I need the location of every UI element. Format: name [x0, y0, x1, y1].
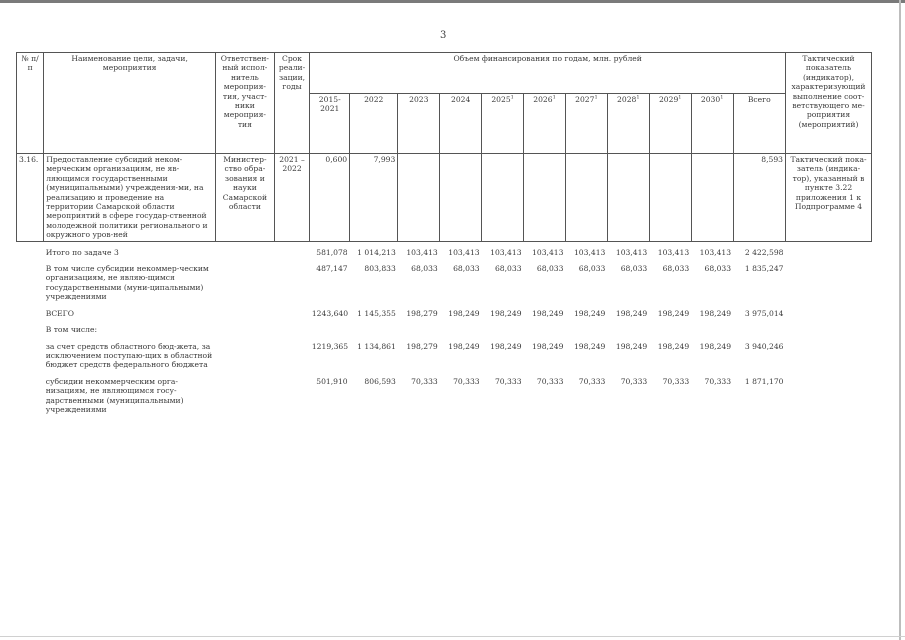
row-value-7: 198,249 [615, 341, 648, 351]
row-value-8 [649, 319, 691, 335]
row-value-6: 70,333 [578, 376, 606, 386]
row-value-8: 70,333 [662, 376, 690, 386]
row-value-0: 487,147 [316, 264, 348, 274]
row-responsible [216, 336, 275, 371]
row-value-6: 68,033 [578, 264, 606, 274]
header-name: Наименование цели, задачи, мероприятия [44, 53, 216, 154]
row-value-10: 2 422,598 [744, 247, 784, 257]
row-responsible [216, 241, 275, 258]
row-value-7 [607, 319, 649, 335]
row-name: за счет средств областного бюд-жета, за исключением поступаю-щих в областной бюджет средств федерального бюджета [45, 341, 213, 370]
row-value-9 [691, 154, 733, 242]
row-term [274, 371, 310, 416]
row-value-6 [565, 154, 607, 242]
row-value-1 [350, 319, 398, 335]
row-value-1: 1 014,213 [357, 247, 396, 257]
header-year-2: 2023 [398, 94, 440, 154]
header-year-5: 2026$^1$ [524, 94, 566, 154]
row-name: В том числе: [45, 325, 98, 335]
row-value-9 [691, 319, 733, 335]
header-responsible: Ответствен-ный испол-нитель мероприя-тия, участ-ники мероприя-тия [216, 53, 275, 154]
row-value-7: 70,333 [620, 376, 648, 386]
row-name: субсидии некоммерческим орга-низациям, не являющимся госу-дарственными (муниципальными) учреждениями [45, 376, 184, 414]
header-num: № п/п [17, 53, 44, 154]
row-value-7 [607, 154, 649, 242]
row-indicator [786, 371, 872, 416]
row-num [17, 371, 44, 416]
row-value-8: 198,249 [657, 308, 690, 318]
header-year-9: 2030$^1$ [691, 94, 733, 154]
row-value-4: 198,249 [490, 308, 522, 318]
scan-border-right [899, 0, 901, 640]
header-year-10: Всего [733, 94, 785, 154]
table-row [17, 371, 872, 416]
row-responsible: Министер-ство обра-зования и науки Самарской области [216, 154, 275, 242]
row-indicator [786, 258, 872, 303]
header-year-3: 2024 [440, 94, 482, 154]
row-value-10: 1 835,247 [744, 264, 784, 274]
header-year-0: 2015-2021 [310, 94, 350, 154]
row-term [274, 241, 310, 258]
row-responsible [216, 303, 275, 319]
row-value-5: 103,413 [532, 247, 564, 257]
row-value-8 [649, 154, 691, 242]
row-num [17, 336, 44, 371]
row-value-5 [524, 319, 566, 335]
row-num [17, 303, 44, 319]
row-value-7: 68,033 [620, 264, 648, 274]
row-value-8: 103,413 [657, 247, 690, 257]
row-value-6 [565, 319, 607, 335]
row-indicator: Тактический пока-затель (индика-тор), указанный в пункте 3.22 приложения 1 к Подпрограмме 4 [786, 154, 872, 242]
row-value-0 [310, 319, 350, 335]
row-value-9: 103,413 [699, 247, 732, 257]
row-indicator [786, 336, 872, 371]
row-value-2: 198,279 [406, 308, 438, 318]
header-year-1: 2022 [350, 94, 398, 154]
header-year-8: 2029$^1$ [649, 94, 691, 154]
row-num [17, 258, 44, 303]
row-value-10: 1 871,170 [744, 376, 784, 386]
row-value-5 [524, 154, 566, 242]
row-value-3: 198,249 [448, 308, 480, 318]
header-year-6: 2027$^1$ [565, 94, 607, 154]
row-value-6: 198,249 [573, 341, 606, 351]
row-responsible [216, 319, 275, 335]
row-value-1: 1 134,861 [357, 341, 396, 351]
row-value-7: 103,413 [615, 247, 648, 257]
row-value-0: 1219,365 [311, 341, 349, 351]
table-row [17, 303, 872, 319]
row-value-4: 103,413 [490, 247, 522, 257]
row-value-0: 501,910 [316, 376, 348, 386]
page-number: 3 [440, 30, 447, 41]
row-value-3: 70,333 [453, 376, 480, 386]
row-value-2 [398, 319, 440, 335]
row-value-3: 198,249 [448, 341, 480, 351]
table-row [17, 336, 872, 371]
row-name: Итого по задаче 3 [45, 247, 119, 257]
row-value-5: 70,333 [536, 376, 564, 386]
row-value-4 [482, 319, 524, 335]
row-value-2: 68,033 [411, 264, 438, 274]
row-value-9: 70,333 [704, 376, 732, 386]
header-year-7: 2028$^1$ [607, 94, 649, 154]
row-value-0: 1243,640 [311, 308, 349, 318]
row-value-9: 198,249 [699, 308, 732, 318]
row-num: 3.16. [17, 154, 44, 242]
row-value-4: 70,333 [494, 376, 522, 386]
row-value-8: 198,249 [657, 341, 690, 351]
row-value-7: 198,249 [615, 308, 648, 318]
table-row [17, 241, 872, 258]
row-value-8: 68,033 [662, 264, 690, 274]
row-term [274, 336, 310, 371]
row-responsible [216, 258, 275, 303]
row-value-10: 8,593 [733, 154, 785, 242]
row-value-3: 103,413 [448, 247, 480, 257]
row-value-0: 581,078 [316, 247, 348, 257]
row-value-1: 7,993 [350, 154, 398, 242]
row-responsible [216, 371, 275, 416]
table-row [17, 319, 872, 335]
row-value-9: 68,033 [704, 264, 732, 274]
row-value-1: 803,833 [364, 264, 396, 274]
row-value-1: 1 145,355 [357, 308, 396, 318]
row-value-10: 3 975,014 [744, 308, 784, 318]
row-indicator [786, 303, 872, 319]
row-value-9: 198,249 [699, 341, 732, 351]
scan-border-bottom [0, 636, 905, 637]
row-value-4: 198,249 [490, 341, 522, 351]
row-value-2: 198,279 [406, 341, 438, 351]
header-indicator: Тактический показатель (индикатор), характеризующий выполнение соот-ветствующего ме-роприятия (мероприятий) [786, 53, 872, 154]
row-term: 2021 – 2022 [274, 154, 310, 242]
row-value-2: 103,413 [406, 247, 438, 257]
financing-table [16, 52, 872, 415]
row-indicator [786, 241, 872, 258]
row-value-3 [440, 319, 482, 335]
row-value-3: 68,033 [453, 264, 480, 274]
row-value-10: 3 940,246 [744, 341, 784, 351]
header-financing: Объем финансирования по годам, млн. рублей [310, 53, 786, 94]
row-value-5: 68,033 [536, 264, 564, 274]
row-value-6: 103,413 [573, 247, 606, 257]
row-value-0: 0,600 [310, 154, 350, 242]
row-value-5: 198,249 [532, 341, 564, 351]
row-term [274, 303, 310, 319]
row-value-4: 68,033 [494, 264, 522, 274]
row-value-3 [440, 154, 482, 242]
row-value-10 [733, 319, 785, 335]
scan-border-top [0, 0, 905, 3]
row-name: ВСЕГО [45, 308, 74, 318]
row-value-4 [482, 154, 524, 242]
row-value-6: 198,249 [573, 308, 606, 318]
table-row [17, 154, 872, 242]
row-value-2 [398, 154, 440, 242]
row-name: Предоставление субсидий неком-мерческим организациям, не яв-ляющимся государственными (муниципальными) учреждения-ми, на реализацию и проведение на территории Самарской области мероприятий в сфере государ-ственной молодежной политики регионального и окружного уров-ней [44, 154, 216, 242]
row-value-2: 70,333 [411, 376, 438, 386]
row-value-1: 806,593 [364, 376, 396, 386]
header-year-4: 2025$^1$ [482, 94, 524, 154]
row-num [17, 319, 44, 335]
row-num [17, 241, 44, 258]
header-term: Срок реали-зации, годы [274, 53, 310, 154]
row-term [274, 319, 310, 335]
row-indicator [786, 319, 872, 335]
table-row [17, 258, 872, 303]
row-value-5: 198,249 [532, 308, 564, 318]
row-name: В том числе субсидии некоммер-ческим организациям, не являю-щимся государственными (муни-ципальными) учреждениями [45, 264, 209, 302]
row-term [274, 258, 310, 303]
